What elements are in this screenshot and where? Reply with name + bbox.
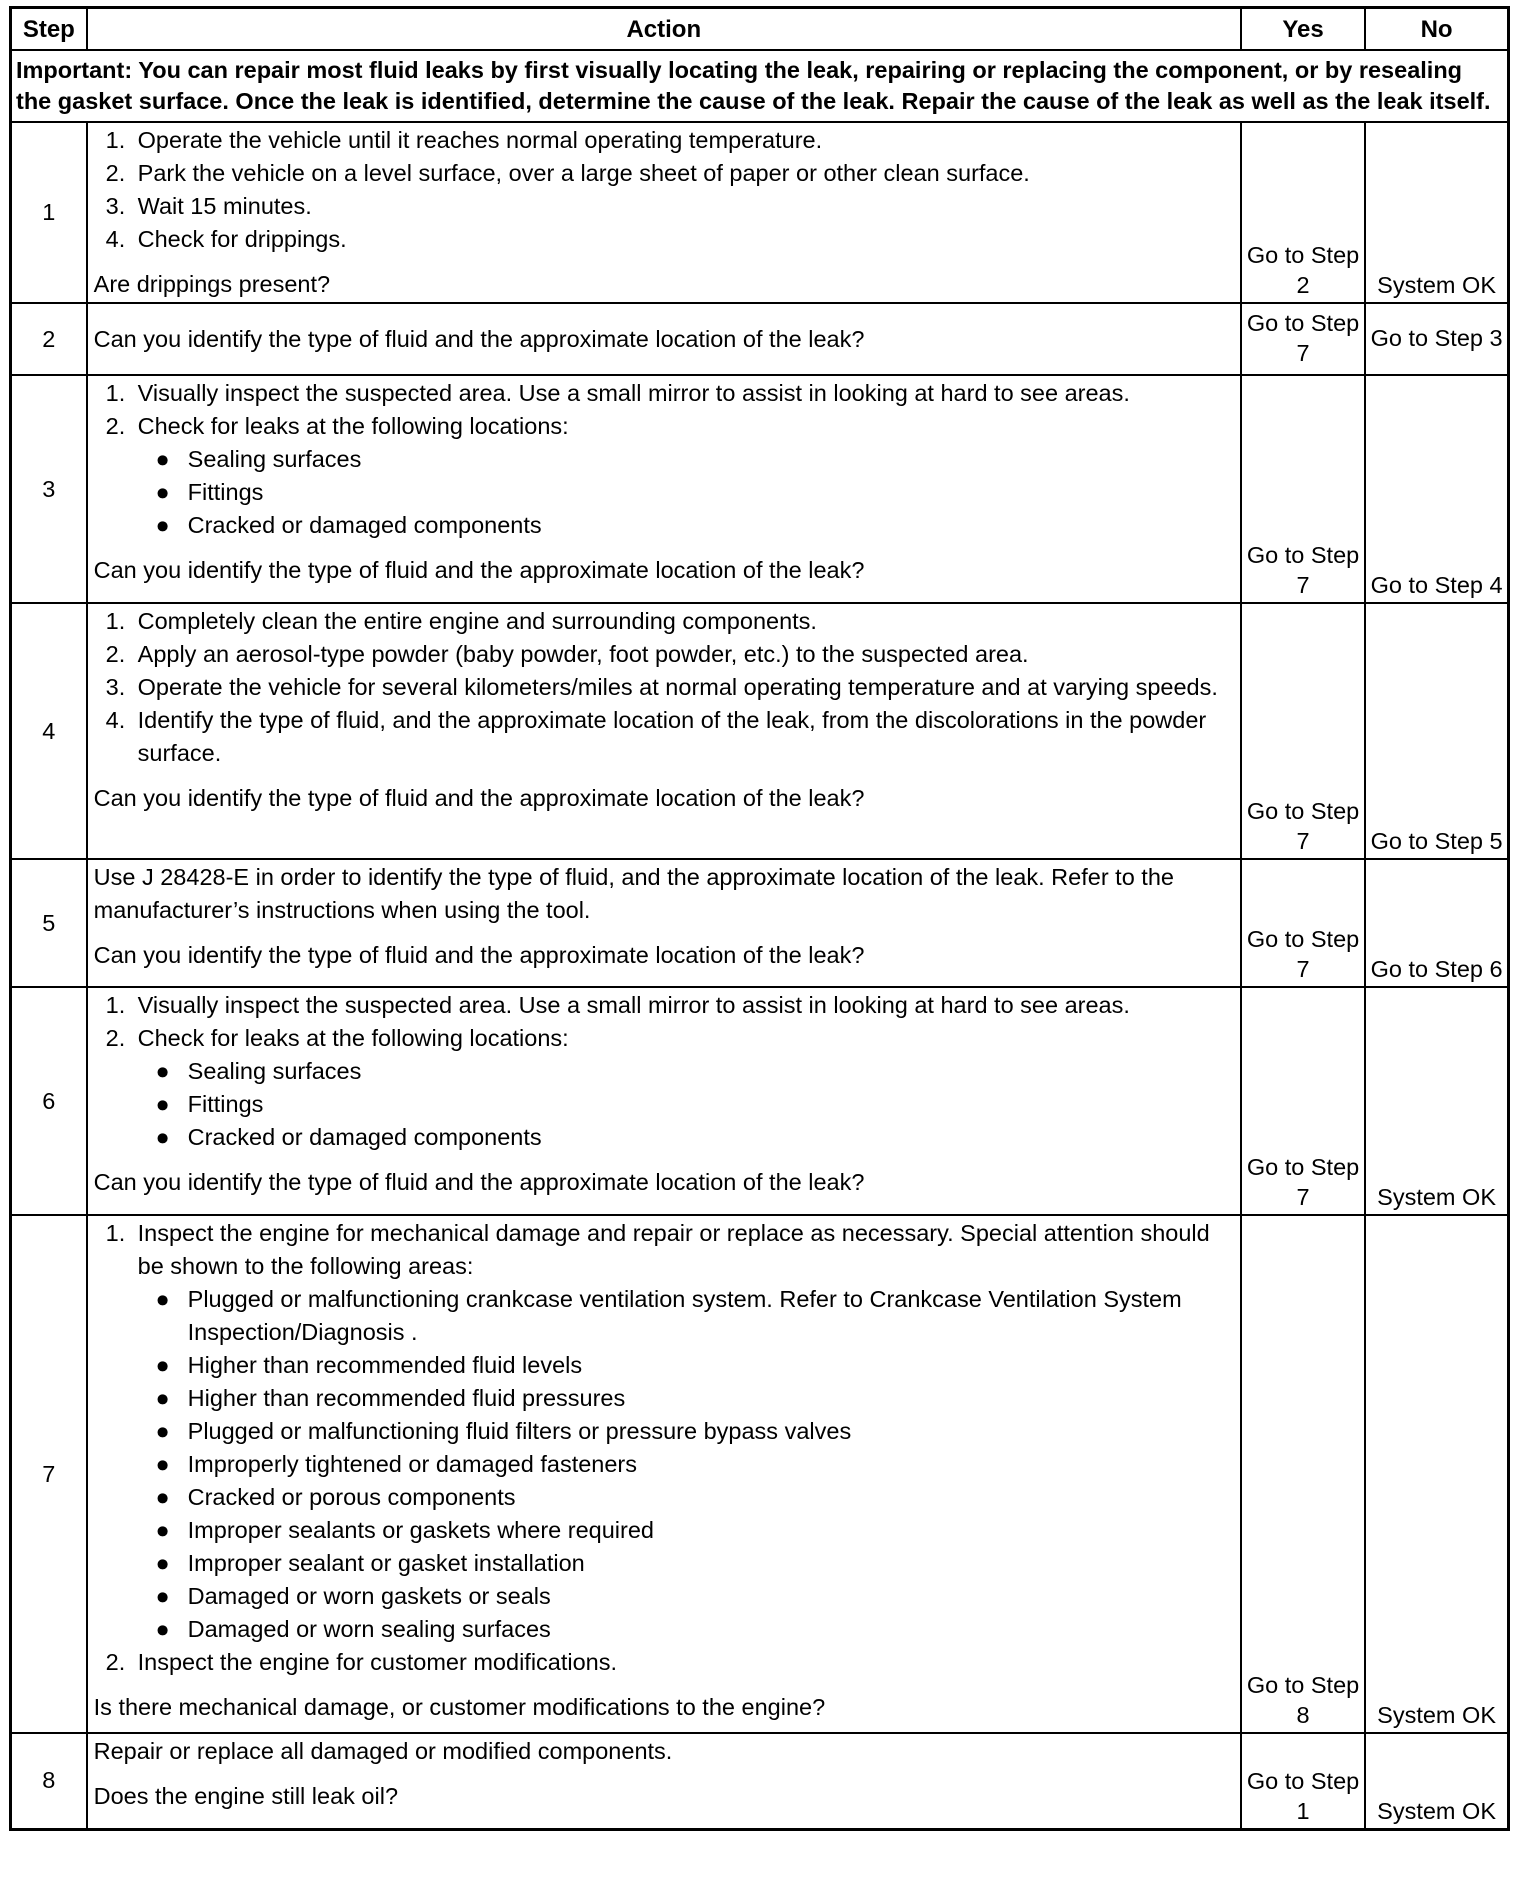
bullet-list bbox=[138, 1055, 1234, 1154]
bullet-icon: ● bbox=[155, 1385, 170, 1411]
list-item bbox=[106, 190, 1234, 223]
table-row bbox=[11, 303, 1509, 375]
no-cell: System OK bbox=[1365, 1733, 1508, 1829]
bullet-icon: ● bbox=[155, 1484, 170, 1510]
item-text: Visually inspect the suspected area. Use a small mirror to assist in looking at hard to see areas. bbox=[137, 380, 1130, 406]
item-text: Operate the vehicle for several kilometers/miles at normal operating temperature and at varying speeds. bbox=[137, 674, 1218, 700]
item-text-content: Inspect the engine for mechanical damage and repair or replace as necessary. Special attention should be shown to the following areas: bbox=[137, 1220, 1210, 1279]
bullet-list bbox=[138, 443, 1234, 542]
table-row bbox=[11, 859, 1509, 987]
item-number: 1. bbox=[105, 992, 126, 1018]
bullet-item bbox=[138, 1349, 1234, 1382]
bullet-text: Higher than recommended fluid pressures bbox=[187, 1385, 626, 1411]
item-text-content: Check for leaks at the following locations: bbox=[137, 1025, 569, 1051]
numbered-list bbox=[94, 989, 1234, 1154]
list-item bbox=[106, 1022, 1234, 1154]
bullet-icon: ● bbox=[155, 1091, 170, 1117]
list-item bbox=[106, 410, 1234, 542]
bullet-item bbox=[138, 1613, 1234, 1646]
item-number: 1. bbox=[105, 127, 126, 153]
bullet-text: Plugged or malfunctioning crankcase ventilation system. Refer to Crankcase Ventilation System Inspection/Diagnosis . bbox=[187, 1286, 1182, 1345]
question-text: Can you identify the type of fluid and the approximate location of the leak? bbox=[93, 557, 865, 583]
bullet-item bbox=[138, 443, 1234, 476]
action-text: Repair or replace all damaged or modified components. bbox=[93, 1738, 673, 1764]
question-text: Can you identify the type of fluid and the approximate location of the leak? bbox=[93, 325, 865, 352]
step-number: 7 bbox=[11, 1215, 87, 1733]
question-text: Does the engine still leak oil? bbox=[93, 1783, 399, 1809]
bullet-item bbox=[138, 509, 1234, 542]
bullet-icon: ● bbox=[155, 512, 170, 538]
item-number: 1. bbox=[105, 380, 126, 406]
bullet-text: Cracked or porous components bbox=[187, 1484, 516, 1510]
bullet-item bbox=[138, 1415, 1234, 1448]
question-text: Can you identify the type of fluid and the approximate location of the leak? bbox=[93, 942, 865, 968]
table-row bbox=[11, 1733, 1509, 1829]
bullet-text: Higher than recommended fluid levels bbox=[187, 1352, 583, 1378]
bullet-text: Fittings bbox=[187, 1091, 264, 1117]
item-number: 4. bbox=[105, 707, 126, 733]
step-number: 6 bbox=[11, 987, 87, 1215]
bullet-item bbox=[138, 1121, 1234, 1154]
action-cell bbox=[87, 122, 1241, 303]
bullet-text: Sealing surfaces bbox=[187, 1058, 362, 1084]
yes-cell: Go to Step 2 bbox=[1241, 122, 1365, 303]
list-item bbox=[106, 704, 1234, 770]
action-cell bbox=[87, 603, 1241, 859]
bullet-icon: ● bbox=[155, 1418, 170, 1444]
list-item bbox=[106, 157, 1234, 190]
item-text: Check for drippings. bbox=[137, 226, 347, 252]
numbered-list bbox=[94, 377, 1234, 542]
item-text: Wait 15 minutes. bbox=[137, 193, 312, 219]
item-number: 1. bbox=[105, 608, 126, 634]
yes-cell: Go to Step 8 bbox=[1241, 1215, 1365, 1733]
step-number: 2 bbox=[11, 303, 87, 375]
item-text: Completely clean the entire engine and surrounding components. bbox=[137, 608, 817, 634]
item-number: 1. bbox=[105, 1220, 126, 1246]
bullet-item bbox=[138, 1547, 1234, 1580]
question-text: Are drippings present? bbox=[93, 271, 331, 297]
action-cell bbox=[87, 987, 1241, 1215]
item-text: Identify the type of fluid, and the approximate location of the leak, from the discolorations in the powder surface. bbox=[137, 707, 1207, 766]
bullet-icon: ● bbox=[155, 1616, 170, 1642]
list-item bbox=[106, 124, 1234, 157]
bullet-icon: ● bbox=[155, 1286, 170, 1312]
bullet-icon: ● bbox=[155, 446, 170, 472]
bullet-icon: ● bbox=[155, 1451, 170, 1477]
bullet-text: Damaged or worn sealing surfaces bbox=[187, 1616, 551, 1642]
bullet-text: Damaged or worn gaskets or seals bbox=[187, 1583, 551, 1609]
header-step: Step bbox=[11, 8, 87, 51]
item-number: 3. bbox=[105, 674, 126, 700]
yes-cell: Go to Step 7 bbox=[1241, 303, 1365, 375]
header-yes: Yes bbox=[1241, 8, 1365, 51]
item-text bbox=[138, 1217, 1234, 1646]
question-text: Can you identify the type of fluid and the approximate location of the leak? bbox=[93, 1169, 865, 1195]
bullet-icon: ● bbox=[155, 479, 170, 505]
step-number: 5 bbox=[11, 859, 87, 987]
action-cell bbox=[87, 303, 1241, 375]
diagnostic-table bbox=[9, 6, 1510, 1831]
no-cell: System OK bbox=[1365, 1215, 1508, 1733]
bullet-icon: ● bbox=[155, 1058, 170, 1084]
list-item bbox=[106, 605, 1234, 638]
no-cell: Go to Step 3 bbox=[1365, 303, 1508, 375]
item-number: 2. bbox=[105, 1025, 126, 1051]
bullet-icon: ● bbox=[155, 1124, 170, 1150]
bullet-text: Improper sealants or gaskets where required bbox=[187, 1517, 654, 1543]
bullet-text: Plugged or malfunctioning fluid filters or pressure bypass valves bbox=[187, 1418, 852, 1444]
action-text: Use J 28428-E in order to identify the type of fluid, and the approximate location of the leak. Refer to the manufacturer’s instructions when using the tool. bbox=[93, 864, 1174, 923]
bullet-text: Improperly tightened or damaged fasteners bbox=[187, 1451, 638, 1477]
question-text: Is there mechanical damage, or customer modifications to the engine? bbox=[93, 1694, 826, 1720]
item-text: Visually inspect the suspected area. Use a small mirror to assist in looking at hard to see areas. bbox=[137, 992, 1130, 1018]
yes-cell: Go to Step 7 bbox=[1241, 859, 1365, 987]
numbered-list bbox=[94, 124, 1234, 256]
yes-cell: Go to Step 7 bbox=[1241, 375, 1365, 603]
bullet-item bbox=[138, 1088, 1234, 1121]
step-number: 8 bbox=[11, 1733, 87, 1829]
bullet-icon: ● bbox=[155, 1352, 170, 1378]
bullet-item bbox=[138, 1481, 1234, 1514]
table-row bbox=[11, 603, 1509, 859]
list-item bbox=[106, 671, 1234, 704]
item-number: 3. bbox=[105, 193, 126, 219]
action-cell bbox=[87, 1215, 1241, 1733]
item-number: 2. bbox=[105, 160, 126, 186]
step-number: 3 bbox=[11, 375, 87, 603]
list-item bbox=[106, 638, 1234, 671]
no-cell: Go to Step 4 bbox=[1365, 375, 1508, 603]
list-item bbox=[106, 377, 1234, 410]
bullet-item bbox=[138, 1448, 1234, 1481]
item-number: 4. bbox=[105, 226, 126, 252]
bullet-text: Sealing surfaces bbox=[187, 446, 362, 472]
action-cell bbox=[87, 859, 1241, 987]
no-cell: System OK bbox=[1365, 987, 1508, 1215]
table-row bbox=[11, 122, 1509, 303]
bullet-icon: ● bbox=[155, 1583, 170, 1609]
list-item bbox=[106, 989, 1234, 1022]
numbered-list bbox=[94, 1217, 1234, 1679]
bullet-text: Fittings bbox=[187, 479, 264, 505]
list-item bbox=[106, 223, 1234, 256]
item-text bbox=[138, 410, 1234, 542]
header-action: Action bbox=[87, 8, 1241, 51]
item-text: Park the vehicle on a level surface, over a large sheet of paper or other clean surface. bbox=[137, 160, 1030, 186]
question-text: Can you identify the type of fluid and the approximate location of the leak? bbox=[93, 785, 865, 811]
header-row bbox=[11, 8, 1509, 51]
bullet-item bbox=[138, 1382, 1234, 1415]
header-no: No bbox=[1365, 8, 1508, 51]
item-number: 2. bbox=[105, 413, 126, 439]
step-number: 4 bbox=[11, 603, 87, 859]
table-row bbox=[11, 375, 1509, 603]
item-text: Apply an aerosol-type powder (baby powder, foot powder, etc.) to the suspected area. bbox=[137, 641, 1029, 667]
bullet-item bbox=[138, 1514, 1234, 1547]
action-cell bbox=[87, 1733, 1241, 1829]
bullet-item bbox=[138, 1580, 1234, 1613]
bullet-item bbox=[138, 1055, 1234, 1088]
bullet-item bbox=[138, 1283, 1234, 1349]
table-row bbox=[11, 987, 1509, 1215]
table-row bbox=[11, 1215, 1509, 1733]
item-number: 2. bbox=[105, 1649, 126, 1675]
bullet-list bbox=[138, 1283, 1234, 1646]
bullet-text: Cracked or damaged components bbox=[187, 512, 542, 538]
bullet-icon: ● bbox=[155, 1517, 170, 1543]
item-number: 2. bbox=[105, 641, 126, 667]
action-cell bbox=[87, 375, 1241, 603]
important-note: Important: You can repair most fluid leaks by first visually locating the leak, repairing or replacing the component, or by resealing the gasket surface. Once the leak is identified, determine the cause of the leak. Repair the cause of the leak as well as the leak itself. bbox=[11, 50, 1509, 122]
item-text: Operate the vehicle until it reaches normal operating temperature. bbox=[137, 127, 823, 153]
yes-cell: Go to Step 1 bbox=[1241, 1733, 1365, 1829]
list-item bbox=[106, 1217, 1234, 1646]
numbered-list bbox=[94, 605, 1234, 770]
no-cell: Go to Step 5 bbox=[1365, 603, 1508, 859]
item-text: Inspect the engine for customer modifications. bbox=[137, 1649, 618, 1675]
bullet-icon: ● bbox=[155, 1550, 170, 1576]
no-cell: System OK bbox=[1365, 122, 1508, 303]
bullet-text: Improper sealant or gasket installation bbox=[187, 1550, 585, 1576]
no-cell: Go to Step 6 bbox=[1365, 859, 1508, 987]
bullet-item bbox=[138, 476, 1234, 509]
yes-cell: Go to Step 7 bbox=[1241, 987, 1365, 1215]
step-number: 1 bbox=[11, 122, 87, 303]
important-row bbox=[11, 50, 1509, 122]
bullet-text: Cracked or damaged components bbox=[187, 1124, 542, 1150]
item-text-content: Check for leaks at the following locations: bbox=[137, 413, 569, 439]
list-item bbox=[106, 1646, 1234, 1679]
item-text bbox=[138, 1022, 1234, 1154]
yes-cell: Go to Step 7 bbox=[1241, 603, 1365, 859]
